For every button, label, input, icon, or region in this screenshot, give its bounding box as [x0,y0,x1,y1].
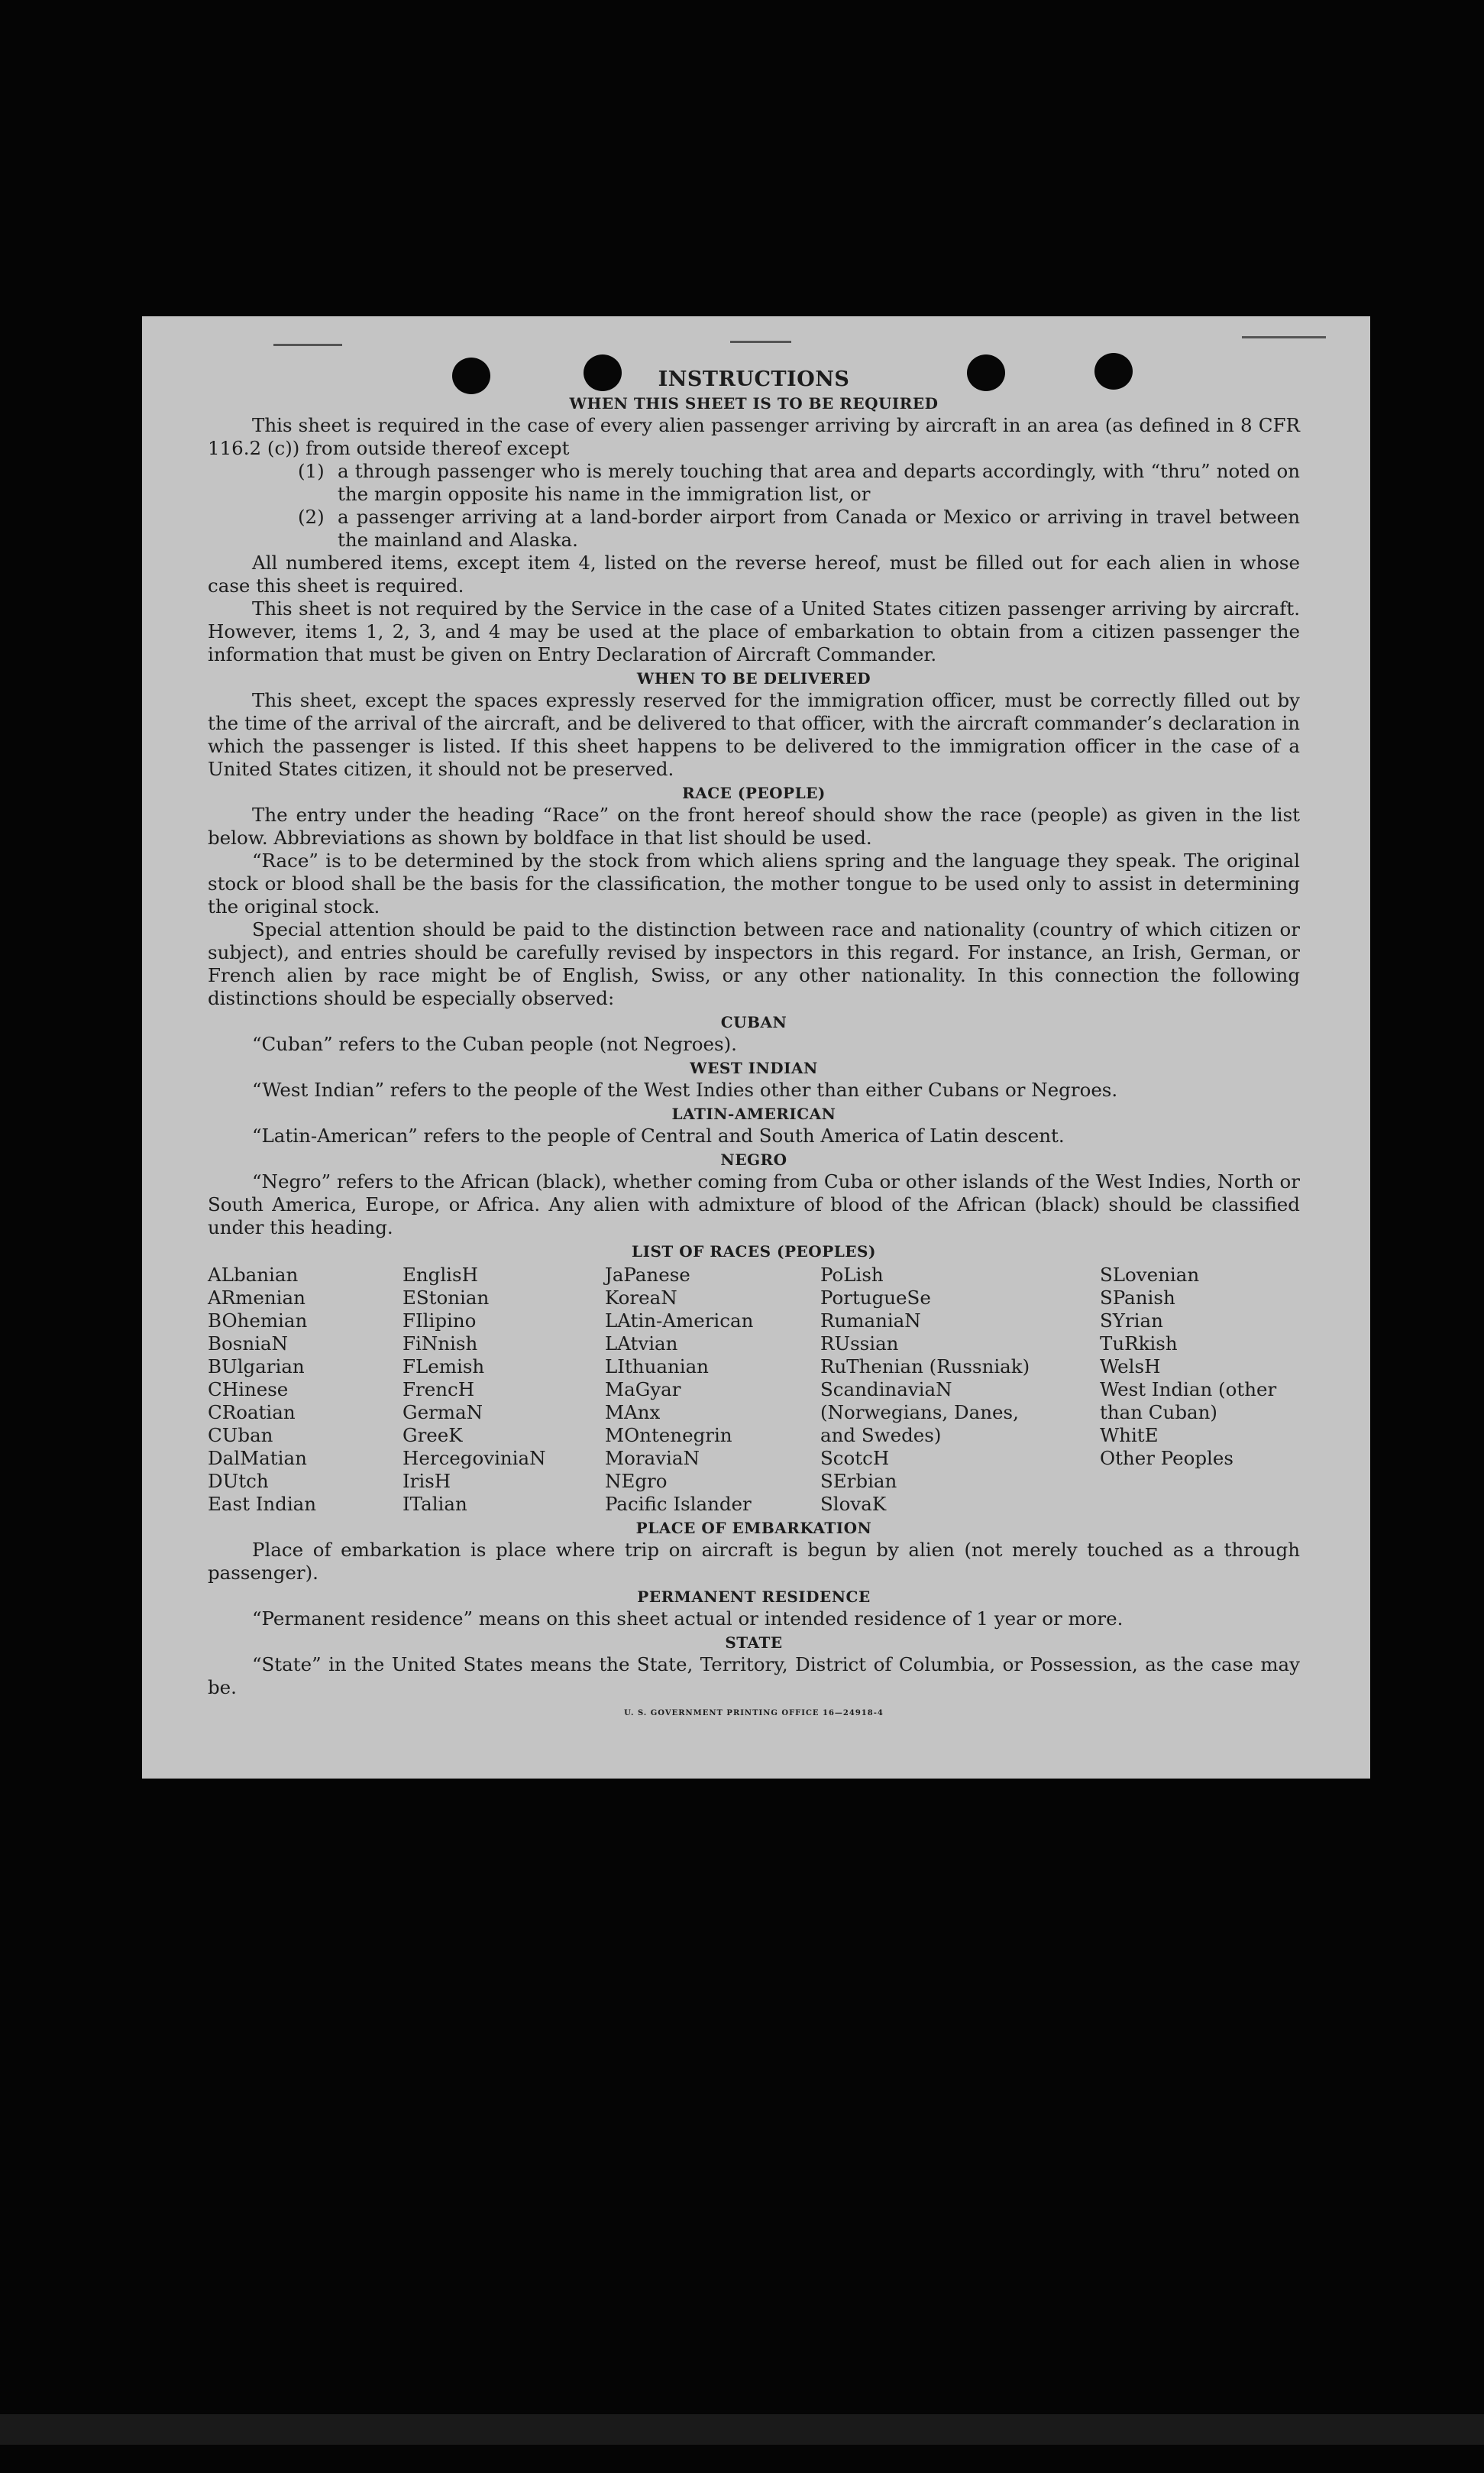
section-heading: STATE [725,1633,783,1652]
race-entry: LIthuanian [605,1355,709,1377]
race-entry: FIlipino [403,1309,477,1332]
race-column [208,1264,403,1516]
race-entry: LAtin-American [605,1309,754,1332]
paragraph: “State” in the United States means the State, Territory, District of Columbia, or Possession, as the case may be. [208,1653,1300,1698]
section-heading: NEGRO [720,1151,787,1169]
list-item [298,506,1300,552]
page-title: INSTRUCTIONS [658,367,850,391]
list-item [298,460,1300,506]
race-entry: SlovaK [820,1493,887,1515]
section-heading: LIST OF RACES (PEOPLES) [632,1242,876,1261]
printing-office-footer: U. S. GOVERNMENT PRINTING OFFICE 16—24918-4 [624,1709,884,1717]
document-page [142,316,1370,1779]
section-heading: PERMANENT RESIDENCE [637,1588,871,1606]
race-entry: MaGyar [605,1378,681,1400]
race-entry: EnglisH [403,1264,478,1286]
race-entry: ScotcH [820,1447,890,1469]
race-entry: FLemish [403,1355,485,1377]
race-entry: Other Peoples [1100,1447,1233,1469]
section-heading: CUBAN [720,1013,787,1031]
race-entry: West Indian (other than Cuban) [1100,1378,1277,1423]
race-entry: SYrian [1100,1309,1163,1332]
race-entry: ITalian [403,1493,467,1515]
paragraph: “West Indian” refers to the people of the West Indies other than either Cubans or Negroes. [252,1079,1118,1101]
paragraph: “Permanent residence” means on this sheet actual or intended residence of 1 year or more. [252,1607,1124,1630]
paragraph: “Cuban” refers to the Cuban people (not Negroes). [252,1033,737,1055]
paragraph: All numbered items, except item 4, listed on the reverse hereof, must be filled out for each alien in whose case this sheet is required. [208,552,1300,597]
race-entry: WhitE [1100,1424,1159,1446]
section-heading: WHEN THIS SHEET IS TO BE REQUIRED [569,394,939,413]
race-entry: LAtvian [605,1332,678,1355]
race-entry: RumaniaN [820,1309,921,1332]
section-heading: RACE (PEOPLE) [682,784,826,802]
race-entry: PoLish [820,1264,884,1286]
section-heading: LATIN-AMERICAN [671,1105,836,1123]
race-entry: HercegoviniaN [403,1447,546,1469]
race-entry: DalMatian [208,1447,307,1469]
race-entry: MoraviaN [605,1447,700,1469]
race-list [208,1264,1300,1516]
race-entry: MAnx [605,1401,661,1423]
item-number: (1) [298,460,325,482]
race-entry: IrisH [403,1470,451,1492]
item-number: (2) [298,506,325,528]
race-entry: EStonian [403,1287,490,1309]
race-column [820,1264,1100,1516]
paragraph: Place of embarkation is place where trip on aircraft is begun by alien (not merely touched as a through passenger). [208,1539,1300,1584]
paragraph: Special attention should be paid to the distinction between race and nationality (country of which citizen or subject), and entries should be carefully revised by inspectors in this regard. For instance, an Irish, German, or French alien by race might be of English, Swiss, or any other nationality. In this connection the following distinctions should be especially observed: [208,918,1300,1009]
race-entry: KoreaN [605,1287,677,1309]
paper-mark [273,344,342,346]
paragraph: “Race” is to be determined by the stock from which aliens spring and the language they speak. The original stock or blood shall be the basis for the classification, the mother tongue to be used only to assist in determining the original stock. [208,850,1300,918]
race-entry: JaPanese [605,1264,690,1286]
race-entry: SErbian [820,1470,897,1492]
race-entry: WelsH [1100,1355,1161,1377]
race-entry: ALbanian [208,1264,299,1286]
race-entry: RUssian [820,1332,899,1355]
paragraph: This sheet is required in the case of every alien passenger arriving by aircraft in an area (as defined in 8 CFR 116.2 (c)) from outside thereof except [208,414,1300,459]
race-entry: SPanish [1100,1287,1175,1309]
race-entry: MOntenegrin [605,1424,732,1446]
race-entry: RuThenian (Russniak) [820,1355,1030,1377]
race-entry: East Indian [208,1493,317,1515]
paragraph: “Negro” refers to the African (black), whether coming from Cuba or other islands of the West Indies, North or South America, Europe, or Africa. Any alien with admixture of blood of the African (black) should be classified under this heading. [208,1170,1300,1238]
section-heading: PLACE OF EMBARKATION [635,1519,872,1537]
race-entry: FiNnish [403,1332,478,1355]
race-entry: SLovenian [1100,1264,1200,1286]
race-entry: FrencH [403,1378,475,1400]
paragraph: The entry under the heading “Race” on the front hereof should show the race (people) as given in the list below. Abbreviations as shown by boldface in that list should be used. [208,804,1300,849]
race-entry: BUlgarian [208,1355,305,1377]
race-entry: GermaN [403,1401,483,1423]
paper-mark [730,341,791,343]
instructions-content [208,368,1300,1725]
scan-edge-band [0,2414,1484,2445]
race-entry: NEgro [605,1470,668,1492]
paper-mark [1242,336,1326,338]
race-entry: Pacific Islander [605,1493,752,1515]
section-heading: WEST INDIAN [690,1059,818,1077]
race-entry: ScandinaviaN (Norwegians, Danes, and Swedes) [820,1378,1019,1446]
paragraph: This sheet, except the spaces expressly reserved for the immigration officer, must be correctly filled out by the time of the arrival of the aircraft, and be delivered to that officer, with the aircraft commander’s declaration in which the passenger is listed. If this sheet happens to be delivered to the immigration officer in the case of a United States citizen, it should not be preserved. [208,689,1300,780]
race-entry: BOhemian [208,1309,308,1332]
item-text: a passenger arriving at a land-border airport from Canada or Mexico or arriving in travel between the mainland and Alaska. [338,506,1300,551]
race-column [605,1264,820,1516]
paragraph: This sheet is not required by the Service in the case of a United States citizen passenger arriving by aircraft. However, items 1, 2, 3, and 4 may be used at the place of embarkation to obtain from a citizen passenger the information that must be given on Entry Declaration of Aircraft Commander. [208,597,1300,665]
race-entry: CRoatian [208,1401,296,1423]
race-column [1100,1264,1300,1516]
race-entry: GreeK [403,1424,463,1446]
race-entry: DUtch [208,1470,269,1492]
item-text: a through passenger who is merely touching that area and departs accordingly, with “thru” noted on the margin opposite his name in the immigration list, or [338,460,1300,505]
race-entry: CUban [208,1424,273,1446]
race-column [403,1264,605,1516]
race-entry: PortugueSe [820,1287,931,1309]
section-heading: WHEN TO BE DELIVERED [636,669,871,688]
race-entry: ARmenian [208,1287,306,1309]
race-entry: TuRkish [1100,1332,1178,1355]
paragraph: “Latin-American” refers to the people of Central and South America of Latin descent. [252,1125,1065,1147]
race-entry: CHinese [208,1378,289,1400]
race-entry: BosniaN [208,1332,288,1355]
